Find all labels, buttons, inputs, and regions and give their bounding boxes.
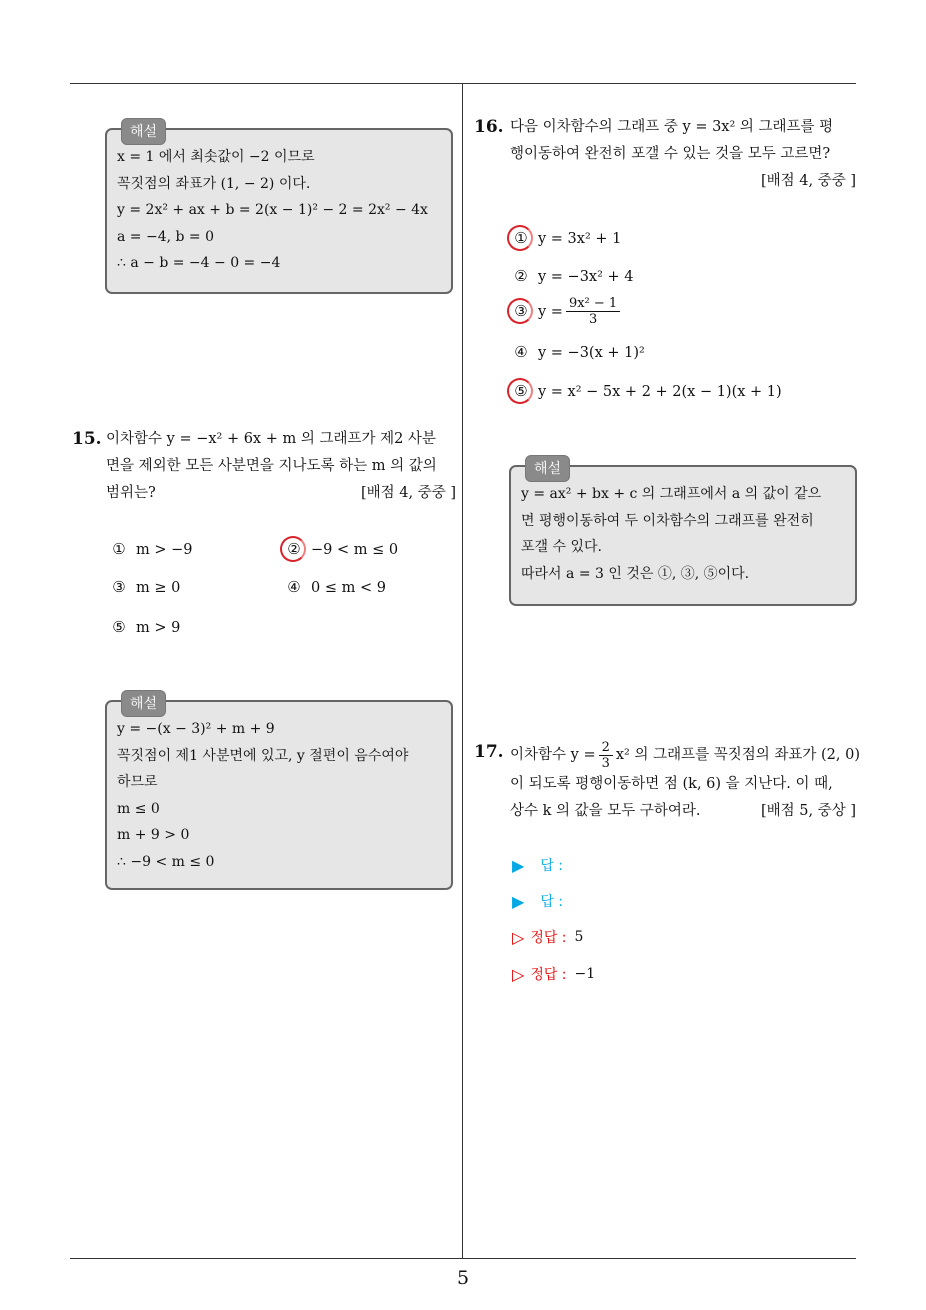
question-line: 범위는? xyxy=(106,485,156,501)
option-number-circled: ② xyxy=(285,541,303,559)
solution-box-14 xyxy=(105,124,453,294)
solution-line: ∴ a − b = −4 − 0 = −4 xyxy=(117,255,281,271)
option-text: 0 ≤ m < 9 xyxy=(311,580,386,596)
points-label: [배점 4, 중중 ] xyxy=(760,173,856,189)
solution-label: 해설 xyxy=(121,118,166,145)
correct-answer-row-2 xyxy=(512,964,595,984)
option-number: ① xyxy=(112,540,126,558)
option-number: ③ xyxy=(112,578,126,596)
column-divider xyxy=(462,83,463,1259)
fraction-numerator: 2 xyxy=(599,740,613,756)
fraction-denominator: 3 xyxy=(588,312,598,327)
bottom-rule xyxy=(70,1258,856,1259)
solution-line: a = −4, b = 0 xyxy=(117,228,215,245)
solution-box-16 xyxy=(509,461,857,606)
fraction xyxy=(566,296,620,327)
outline-play-icon: ▷ xyxy=(512,927,525,947)
question-line: 다음 이차함수의 그래프 중 y = 3x² 의 그래프를 평 xyxy=(510,119,834,135)
play-icon: ▶ xyxy=(512,891,525,911)
option-text: m > −9 xyxy=(136,542,193,558)
question-line: 행이동하여 완전히 포갤 수 있는 것을 모두 고르면? xyxy=(510,146,831,162)
answer-label: 답 : xyxy=(540,894,564,910)
option-15-1[interactable] xyxy=(110,541,193,559)
option-number-circled: ③ xyxy=(512,303,530,321)
option-number: ④ xyxy=(287,578,301,596)
correct-answer-label: 정답 : xyxy=(530,930,567,946)
solution-line: 하므로 xyxy=(117,774,158,790)
fraction-numerator: 9x² − 1 xyxy=(566,296,620,312)
solution-line: 따라서 a = 3 인 것은 ①, ③, ⑤이다. xyxy=(521,565,750,582)
solution-line: x = 1 에서 최솟값이 −2 이므로 xyxy=(117,149,315,165)
solution-label: 해설 xyxy=(525,455,570,482)
fraction-denominator: 3 xyxy=(601,756,610,771)
correct-answer-value: −1 xyxy=(574,966,596,982)
option-text-prefix: y = xyxy=(538,303,563,320)
solution-line: m ≤ 0 xyxy=(117,800,160,817)
option-15-2[interactable] xyxy=(285,541,398,559)
option-16-4[interactable] xyxy=(512,344,645,362)
option-text: y = 3x² + 1 xyxy=(538,231,622,247)
solution-line: 꼭짓점이 제1 사분면에 있고, y 절편이 음수여야 xyxy=(117,747,409,764)
option-number-circled: ⑤ xyxy=(512,383,530,401)
fraction xyxy=(599,740,613,771)
option-text: y = −3(x + 1)² xyxy=(538,345,645,361)
solution-line: 포갤 수 있다. xyxy=(521,539,602,555)
question-number-15: 15. xyxy=(72,429,102,449)
solution-line: 꼭짓점의 좌표가 (1, − 2) 이다. xyxy=(117,175,311,192)
outline-play-icon: ▷ xyxy=(512,964,525,984)
option-15-4[interactable] xyxy=(285,579,386,597)
option-16-5[interactable] xyxy=(512,383,782,401)
solution-line: m + 9 > 0 xyxy=(117,827,190,843)
option-number: ④ xyxy=(514,343,528,361)
solution-line: y = ax² + bx + c 의 그래프에서 a 의 값이 같으 xyxy=(521,486,822,502)
solution-box-15 xyxy=(105,696,453,890)
solution-line: ∴ −9 < m ≤ 0 xyxy=(117,853,215,870)
option-text: y = x² − 5x + 2 + 2(x − 1)(x + 1) xyxy=(538,384,782,400)
option-number: ⑤ xyxy=(112,618,126,636)
points-label: [배점 5, 중상 ] xyxy=(760,803,856,819)
question-line: x² 의 그래프를 꼭짓점의 좌표가 (2, 0) xyxy=(615,747,860,763)
option-number: ② xyxy=(514,267,528,285)
question-text-15 xyxy=(106,426,456,507)
option-16-3[interactable] xyxy=(512,296,623,327)
option-text: m > 9 xyxy=(136,620,181,636)
correct-answer-row-1 xyxy=(512,927,583,947)
solution-label: 해설 xyxy=(121,690,166,717)
question-line: 상수 k 의 값을 모두 구하여라. xyxy=(510,803,701,819)
option-number-circled: ① xyxy=(512,230,530,248)
answer-label: 답 : xyxy=(540,858,564,874)
play-icon: ▶ xyxy=(512,855,525,875)
option-15-5[interactable] xyxy=(110,619,180,637)
option-15-3[interactable] xyxy=(110,579,180,597)
solution-line: 면 평행이동하여 두 이차함수의 그래프를 완전히 xyxy=(521,512,814,529)
question-number-16: 16. xyxy=(474,117,504,137)
question-text-16 xyxy=(510,114,856,195)
option-text: m ≥ 0 xyxy=(136,580,181,596)
option-text: y = −3x² + 4 xyxy=(538,269,634,285)
answer-row-2[interactable] xyxy=(512,891,563,911)
question-line: 이차함수 y = −x² + 6x + m 의 그래프가 제2 사분 xyxy=(106,431,436,447)
question-line: 이 되도록 평행이동하면 점 (k, 6) 을 지난다. 이 때, xyxy=(510,776,833,792)
page-number: 5 xyxy=(456,1267,470,1289)
question-line: 이차함수 y = xyxy=(510,747,596,763)
question-line: 면을 제외한 모든 사분면을 지나도록 하는 m 의 값의 xyxy=(106,458,437,474)
top-rule xyxy=(70,83,856,84)
solution-line: y = 2x² + ax + b = 2(x − 1)² − 2 = 2x² − 4x xyxy=(117,202,428,218)
answer-row-1[interactable] xyxy=(512,855,563,875)
correct-answer-label: 정답 : xyxy=(530,967,567,983)
question-number-17: 17. xyxy=(474,742,504,762)
option-text: −9 < m ≤ 0 xyxy=(311,542,399,558)
question-text-17 xyxy=(510,740,860,825)
points-label: [배점 4, 중중 ] xyxy=(360,485,456,501)
solution-line: y = −(x − 3)² + m + 9 xyxy=(117,721,275,737)
option-16-1[interactable] xyxy=(512,230,621,248)
option-16-2[interactable] xyxy=(512,268,634,286)
correct-answer-value: 5 xyxy=(574,929,584,945)
